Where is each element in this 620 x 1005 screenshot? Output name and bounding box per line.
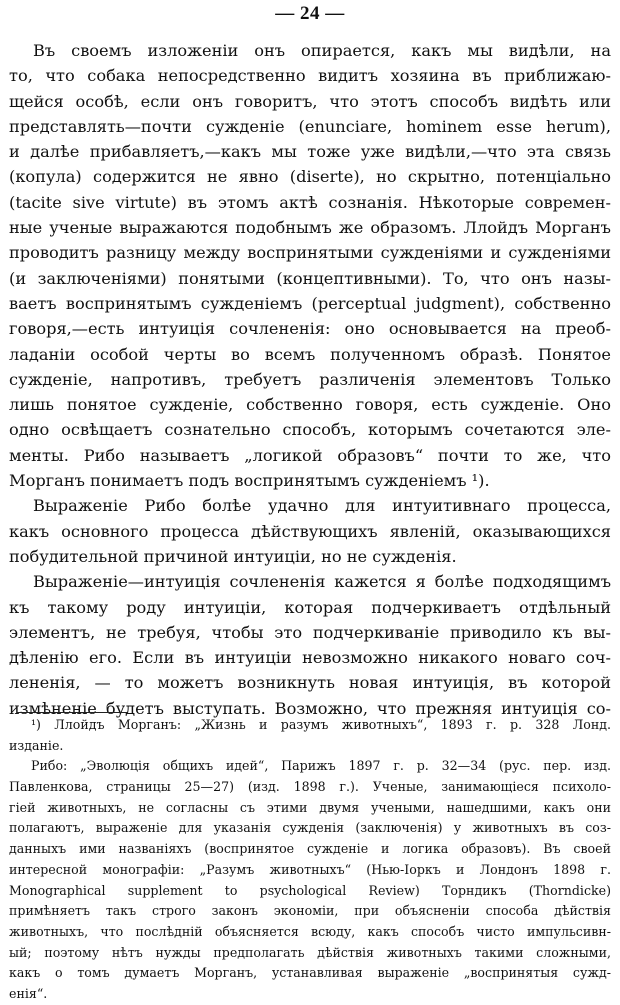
text-line: измѣненіе будетъ выступать. Возможно, что прежняя интуиція со- bbox=[9, 698, 611, 718]
text-line: дѣленію его. Если въ интуиціи невозможно никакого новаго соч- bbox=[9, 648, 611, 668]
text-line: какъ основного процесса дѣйствующихъ явленій, оказывающихся bbox=[9, 521, 611, 541]
text-line: менты. Рибо называетъ „логикой образовъ“ почти то же, что bbox=[9, 445, 611, 465]
text-line: ладаніи особой черты во всемъ полученномъ образѣ. Понятое bbox=[9, 344, 611, 364]
text-line: сужденіе, напротивъ, требуетъ различенія элементовъ Только bbox=[9, 369, 611, 389]
footnote-line: интересной монографіи: „Разумъ животныхъ“ (Нью-Іоркъ и Лондонъ 1898 г. bbox=[9, 861, 611, 877]
footnote-line: какъ о томъ думаетъ Морганъ, устанавливая выраженіе „воспринятыя сужд- bbox=[9, 965, 611, 981]
footnote-line: животныхъ, что послѣдній объясняется всюду, какъ способъ чисто импульсивн- bbox=[9, 923, 611, 939]
text-line: къ такому роду интуиціи, которая подчеркиваетъ отдѣльный bbox=[9, 597, 611, 617]
footnote bbox=[9, 756, 611, 1004]
footnote-line: гіей животныхъ, не согласны съ этими двумя учеными, нашедшими, какъ они bbox=[9, 799, 611, 815]
text-line: (tacite sive virtute) въ этомъ актѣ сознанія. Нѣкоторые современ- bbox=[9, 192, 611, 212]
footnote-line: ый; поэтому нѣтъ нужды предполагать дѣйствія животныхъ такими сложными, bbox=[9, 944, 611, 960]
text-line: лишь понятое сужденіе, собственно говоря, есть сужденіе. Оно bbox=[9, 395, 611, 415]
text-line: представлять—почти сужденіе (enunciare, hominem esse herum), bbox=[9, 116, 611, 136]
text-line: и далѣе прибавляетъ,—какъ мы тоже уже видѣли,—что эта связь bbox=[9, 142, 611, 162]
footnote-line: Павленкова, страницы 25—27) (изд. 1898 г.). Ученые, занимающіеся психоло- bbox=[9, 779, 611, 795]
text-line: одно освѣщаетъ сознательно способъ, которымъ сочетаются эле- bbox=[9, 420, 611, 440]
main-text bbox=[9, 38, 611, 721]
footnote-line: енія“. bbox=[9, 985, 48, 1001]
text-line: Въ своемъ изложеніи онъ опирается, какъ мы видѣли, на bbox=[33, 41, 611, 60]
text-line: ные ученые выражаются подобнымъ же образомъ. Ллойдъ Морганъ bbox=[9, 218, 611, 238]
footnote-line: Monographical supplement to psychological Review) Торндикъ (Thorndicke) bbox=[9, 882, 611, 898]
footnote-line: изданіе. bbox=[9, 737, 64, 753]
footnote-line: ¹) Ллойдъ Морганъ: „Жизнь и разумъ животныхъ“, 1893 г. р. 328 Лонд. bbox=[31, 717, 611, 732]
footnote-divider bbox=[17, 712, 127, 713]
text-line: проводитъ разницу между воспринятыми сужденіями и сужденіями bbox=[9, 243, 611, 263]
text-line: щейся особѣ, если онъ говоритъ, что этотъ способъ видѣть или bbox=[9, 91, 611, 111]
paragraph bbox=[9, 569, 611, 721]
text-line: то, что собака непосредственно видитъ хозяина въ приближаю- bbox=[9, 66, 611, 86]
footnote-line: примѣняетъ такъ строго законъ экономіи, при объясненіи способа дѣйствія bbox=[9, 903, 611, 919]
paragraph bbox=[9, 493, 611, 569]
text-line: ваетъ воспринятымъ сужденіемъ (perceptual judgment), собственно bbox=[9, 293, 611, 313]
page-number: — 24 — bbox=[275, 3, 345, 24]
text-line: Морганъ понимаетъ подъ воспринятымъ сужденіемъ ¹). bbox=[9, 471, 490, 491]
paragraph bbox=[9, 38, 611, 493]
text-line: элементъ, не требуя, чтобы это подчеркиваніе приводило къ вы- bbox=[9, 622, 611, 642]
text-line: (и заключеніями) понятыми (концептивными). То, что онъ назы- bbox=[9, 268, 611, 288]
footnote-line: Рибо: „Эволюція общихъ идей“, Парижъ 1897 г. р. 32—34 (рус. пер. изд. bbox=[31, 758, 611, 774]
footnote bbox=[9, 715, 611, 756]
footnote-line: данныхъ ими названіяхъ (воспринятое сужденіе и логика образовъ). Въ своей bbox=[9, 841, 611, 857]
text-line: лененія, — то можетъ возникнуть новая интуиція, въ которой bbox=[9, 673, 611, 693]
footnote-line: полагаютъ, выраженіе для указанія сужденія (заключенія) у животныхъ въ соз- bbox=[9, 820, 611, 836]
text-line: говоря,—есть интуиція сочлененія: оно основывается на преоб- bbox=[9, 319, 611, 339]
text-line: Выраженіе Рибо болѣе удачно для интуитивнаго процесса, bbox=[33, 496, 611, 516]
text-line: (копула) содержится не явно (diserte), но скрытно, потенціально bbox=[9, 167, 611, 187]
text-line: побудительной причиной интуиціи, но не сужденія. bbox=[9, 546, 457, 566]
footnotes bbox=[9, 715, 611, 1005]
text-line: Выраженіе—интуиція сочлененія кажется я болѣе подходящимъ bbox=[33, 572, 611, 592]
